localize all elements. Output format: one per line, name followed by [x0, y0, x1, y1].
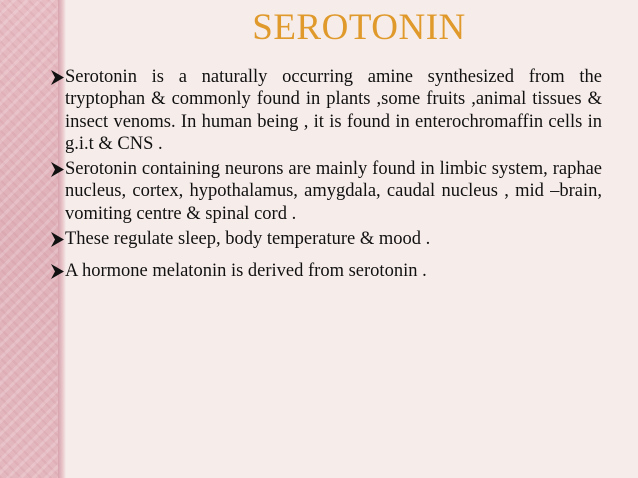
- arrow-head-right-icon: [50, 263, 65, 280]
- bullet-text: Serotonin is a naturally occurring amine synthesized from the tryptophan & commonly found in plants ,some fruits ,animal tissues & insect venoms. In human being , it is found in enterochromaffin cells in g.i.t & CNS .: [65, 67, 602, 154]
- bullet-item-regulation: [50, 228, 602, 250]
- bullet-item-melatonin: [50, 260, 602, 282]
- slide-title: SEROTONIN: [252, 7, 466, 48]
- arrow-head-right-icon: [50, 161, 65, 178]
- bullet-item-serotonin-neurons: [50, 158, 602, 225]
- bullet-list: [50, 66, 602, 286]
- bullet-item-serotonin-definition: [50, 66, 602, 155]
- arrow-head-right-icon: [50, 231, 65, 248]
- arrow-head-right-icon: [50, 69, 65, 86]
- bullet-text: These regulate sleep, body temperature & mood .: [65, 229, 431, 250]
- bullet-text: Serotonin containing neurons are mainly found in limbic system, raphae nucleus, cortex, hypothalamus, amygdala, caudal nucleus , mid –brain, vomiting centre & spinal cord .: [65, 159, 602, 224]
- bullet-text: A hormone melatonin is derived from serotonin .: [65, 261, 427, 282]
